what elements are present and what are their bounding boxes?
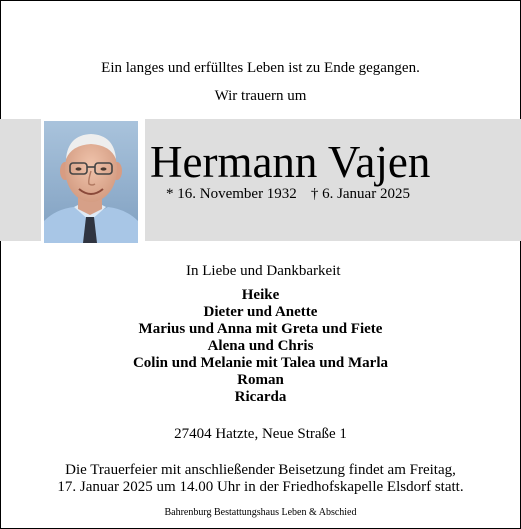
mourner-name: Marius und Anna mit Greta und Fiete	[138, 321, 383, 337]
mourner-name: Colin und Melanie mit Talea und Marla	[132, 355, 389, 371]
death-date: † 6. Januar 2025	[310, 186, 410, 202]
family-address: 27404 Hatzte, Neue Straße 1	[174, 426, 347, 442]
mourner-name: Dieter und Anette	[203, 304, 318, 320]
mourner-name: Roman	[237, 372, 284, 388]
portrait-photo	[44, 121, 138, 243]
mourner-name: Heike	[241, 287, 280, 303]
service-line: 17. Januar 2025 um 14.00 Uhr in der Friedhofskapelle Elsdorf statt.	[57, 479, 464, 495]
portrait-image	[44, 121, 138, 243]
mourner-name: Ricarda	[234, 389, 287, 405]
deceased-name: Hermann Vajen	[150, 137, 431, 187]
mourning-line: Wir trauern um	[214, 88, 307, 104]
intro-line: Ein langes und erfülltes Leben ist zu Ende gegangen.	[101, 60, 420, 76]
service-info	[0, 462, 521, 496]
life-dates	[166, 186, 410, 203]
mourners-intro: In Liebe und Dankbarkeit	[186, 263, 341, 279]
funeral-home-credit: Bahrenburg Bestattungshaus Leben & Abschied	[164, 507, 357, 518]
birth-date: * 16. November 1932	[166, 186, 297, 202]
mourner-name: Alena und Chris	[207, 338, 314, 354]
service-line: Die Trauerfeier mit anschließender Beisetzung findet am Freitag,	[65, 462, 456, 478]
mourners-list	[0, 287, 521, 406]
